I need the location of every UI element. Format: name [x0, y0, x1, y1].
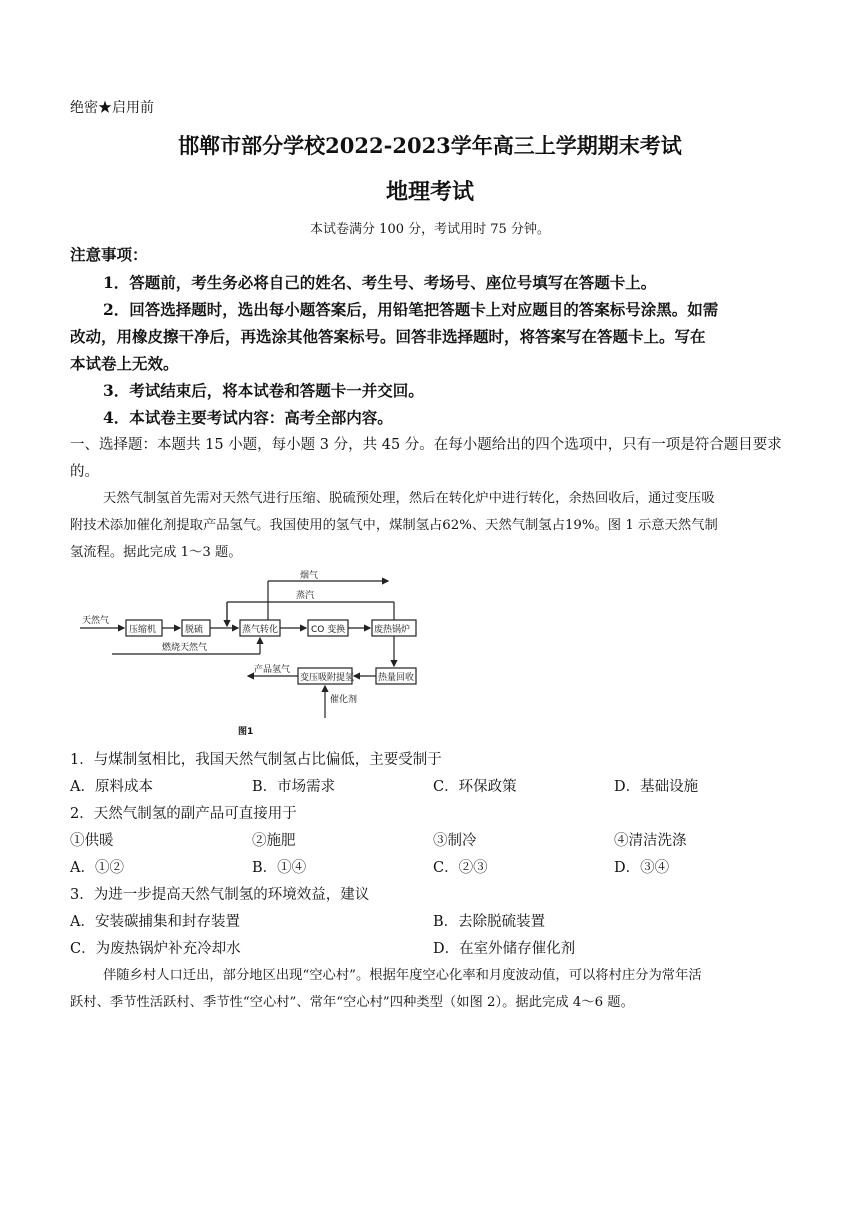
passage1-line-1: 天然气制氢首先需对天然气进行压缩、脱硫预处理，然后在转化炉中进行转化，余热回收后，通过变压吸 — [103, 491, 715, 506]
notice-item-4: 4．本试卷主要考试内容：高考全部内容。 — [103, 408, 393, 427]
q2-item-3: ③制冷 — [433, 833, 477, 849]
heat-recovery-label: 热量回收 — [378, 673, 415, 683]
notice-item-2-cont: 改动，用橡皮擦干净后，再选涂其他答案标号。回答非选择题时，将答案写在答题卡上。写在 — [70, 327, 706, 346]
reforming-label: 蒸气转化 — [242, 625, 279, 635]
steam-label: 蒸汽 — [296, 591, 315, 601]
notice-item-1: 1．答题前，考生务必将自己的姓名、考生号、考场号、座位号填写在答题卡上。 — [103, 273, 657, 292]
q3-option-a[interactable]: A．安装碳捕集和封存装置 — [70, 914, 240, 930]
passage1-line-2: 附技术添加催化剂提取产品氢气。我国使用的氢气中，煤制氢占62%、天然气制氢占19%。图 1 示意天然气制 — [70, 518, 718, 533]
passage1-line-3: 氢流程。据此完成 1～3 题。 — [70, 545, 242, 560]
q3-option-b[interactable]: B．去除脱硫装置 — [433, 914, 546, 930]
catalyst-label: 催化剂 — [330, 695, 358, 705]
passage2-line-2: 跃村、季节性活跃村、季节性“空心村”、常年“空心村”四种类型（如图 2）。据此完成 4～6 题。 — [70, 995, 634, 1010]
q1-option-d[interactable]: D．基础设施 — [614, 779, 699, 795]
question-1-stem: 1．与煤制氢相比，我国天然气制氢占比偏低，主要受制于 — [70, 752, 442, 768]
q2-option-c[interactable]: C．②③ — [433, 860, 488, 876]
q2-item-2: ②施肥 — [252, 833, 296, 849]
q1-option-c[interactable]: C．环保政策 — [433, 779, 517, 795]
q3-option-c[interactable]: C．为废热锅炉补充冷却水 — [70, 941, 241, 957]
section-intro: 一、选择题：本题共 15 小题，每小题 3 分，共 45 分。在每小题给出的四个选项中，只有一项是符合题目要求 — [70, 437, 782, 453]
desulfur-label: 脱硫 — [185, 625, 204, 635]
question-3-stem: 3．为进一步提高天然气制氢的环境效益，建议 — [70, 887, 370, 903]
fuel-gas-label: 燃烧天然气 — [162, 643, 208, 653]
psa-label: 变压吸附提氢 — [300, 673, 355, 683]
notice-heading: 注意事项： — [70, 245, 148, 264]
notice-item-3: 3．考试结束后，将本试卷和答题卡一并交回。 — [103, 381, 424, 400]
notice-item-2-end: 本试卷上无效。 — [70, 354, 179, 373]
notice-item-2: 2．回答选择题时，选出每小题答案后，用铅笔把答题卡上对应题目的答案标号涂黑。如需 — [103, 300, 719, 319]
confidential-mark: 绝密★启用前 — [70, 100, 154, 116]
q2-option-d[interactable]: D．③④ — [614, 860, 670, 876]
q1-option-b[interactable]: B．市场需求 — [252, 779, 336, 795]
exam-title: 邯郸市部分学校2022-2023学年高三上学期期末考试 — [178, 133, 682, 158]
product-label: 产品氢气 — [254, 665, 291, 675]
exam-subtitle: 本试卷满分 100 分，考试用时 75 分钟。 — [310, 222, 550, 237]
q2-item-4: ④清洁洗涤 — [614, 833, 687, 849]
boiler-label: 废热锅炉 — [374, 625, 411, 635]
figure-caption: 图1 — [238, 727, 254, 737]
q2-option-b[interactable]: B．①④ — [252, 860, 307, 876]
compressor-label: 压缩机 — [129, 625, 157, 635]
q1-option-a[interactable]: A．原料成本 — [70, 779, 153, 795]
subject-title: 地理考试 — [385, 179, 474, 205]
flue-gas-label: 烟气 — [300, 571, 319, 581]
section-intro-end: 的。 — [70, 464, 99, 480]
passage2-line-1: 伴随乡村人口迁出，部分地区出现“空心村”。根据年度空心化率和月度波动值，可以将村庄分为常年活 — [103, 968, 702, 983]
q2-item-1: ①供暖 — [70, 833, 114, 849]
co-shift-label: CO 变换 — [311, 625, 346, 635]
q2-option-a[interactable]: A．①② — [70, 860, 124, 876]
question-2-stem: 2．天然气制氢的副产品可直接用于 — [70, 806, 297, 822]
hydrogen-flow-diagram — [72, 568, 432, 738]
q3-option-d[interactable]: D．在室外储存催化剂 — [433, 941, 576, 957]
input-label: 天然气 — [82, 616, 110, 626]
